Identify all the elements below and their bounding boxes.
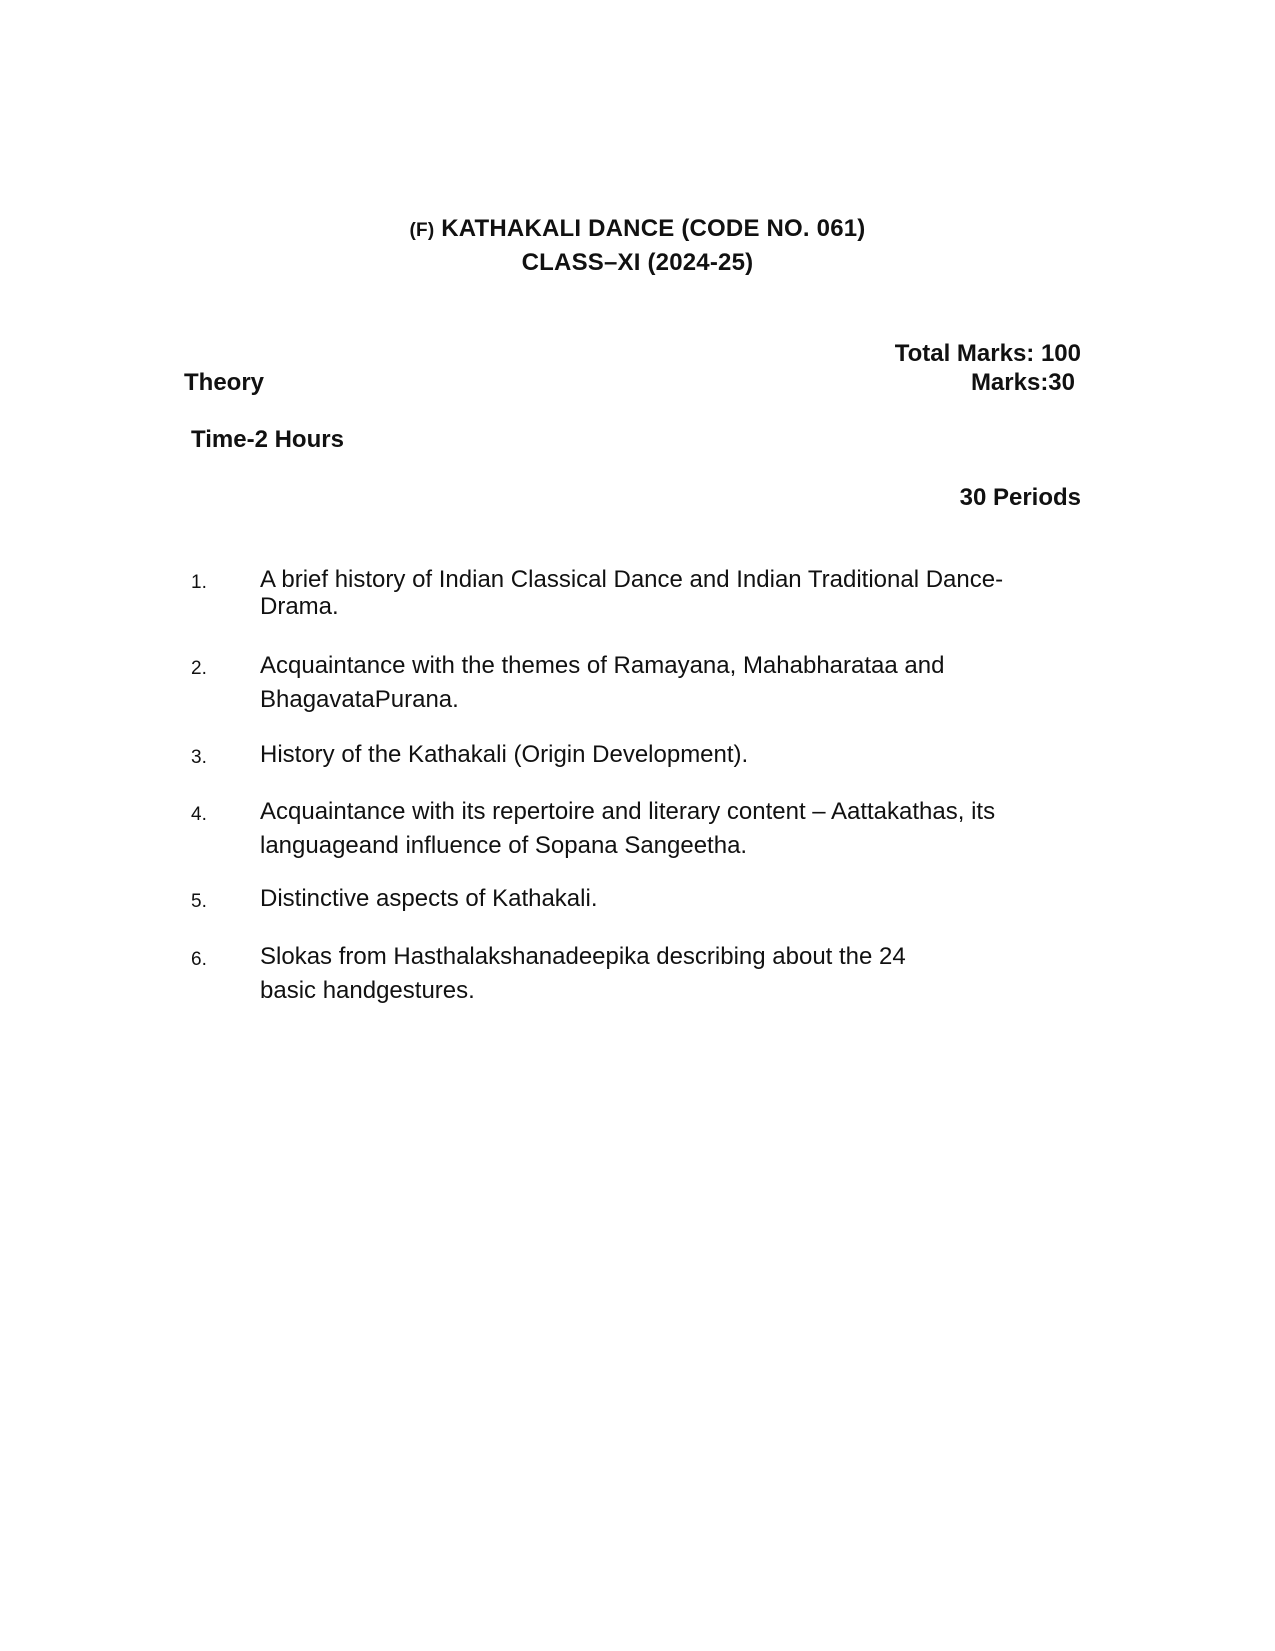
time-duration: Time-2 Hours (191, 426, 344, 453)
section-prefix: (F) (409, 220, 435, 241)
periods-count: 30 Periods (959, 484, 1081, 511)
theory-label: Theory (184, 369, 265, 396)
list-item-text: Acquaintance with the themes of Ramayana, Mahabharataa and BhagavataPurana. (260, 652, 945, 713)
list-item-text: Distinctive aspects of Kathakali. (260, 885, 598, 912)
list-item-number: 5. (191, 891, 207, 912)
total-marks: Total Marks: 100 (894, 340, 1081, 367)
list-item-number: 1. (191, 572, 207, 593)
list-item-number: 2. (191, 658, 207, 679)
course-title: KATHAKALI DANCE (CODE NO. 061) (441, 215, 866, 242)
page-title (0, 215, 1275, 243)
list-item-text: Acquaintance with its repertoire and literary content – Aattakathas, its languageand influence of Sopana Sangeetha. (260, 798, 996, 859)
list-item-number: 3. (191, 747, 207, 768)
list-item-number: 6. (191, 949, 207, 970)
theory-marks: Marks:30 (970, 369, 1075, 396)
list-item-text: Slokas from Hasthalakshanadeepika describing about the 24 basic handgestures. (260, 943, 906, 1004)
list-item-text: History of the Kathakali (Origin Development). (260, 741, 749, 768)
list-item-number: 4. (191, 804, 207, 825)
class-subtitle: CLASS–XI (2024-25) (521, 249, 754, 276)
list-item-text: A brief history of Indian Classical Dance and Indian Traditional Dance-Drama. (260, 566, 1004, 620)
